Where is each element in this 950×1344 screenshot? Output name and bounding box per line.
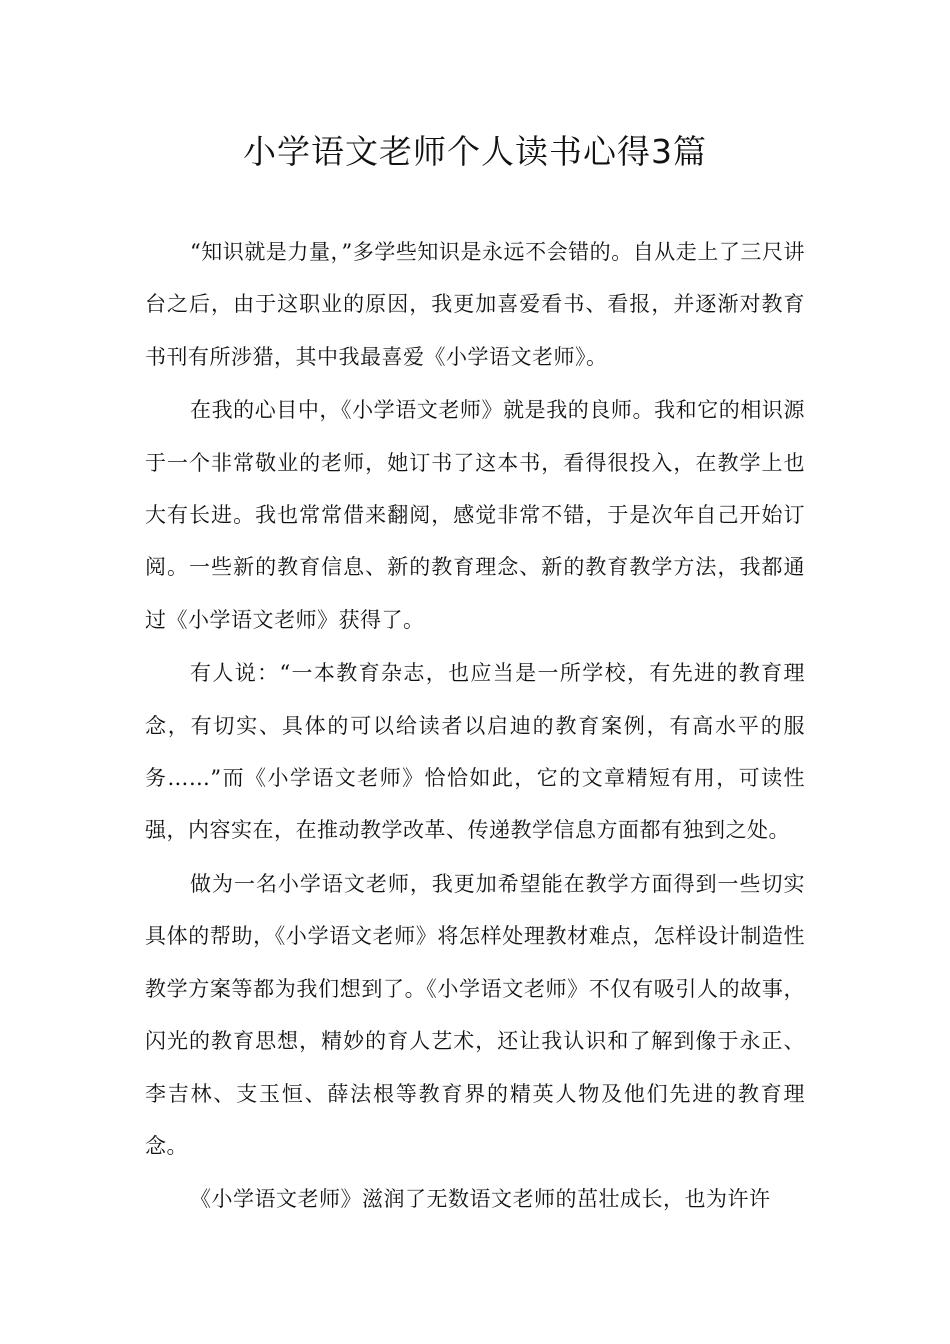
paragraph: 《小学语文老师》滋润了无数语文老师的茁壮成长，也为许许 (190, 1187, 771, 1212)
paragraph: 有人说：“一本教育杂志，也应当是一所学校，有先进的教育理念，有切实、具体的可以给读者以启迪的教育案例，有高水平的服务……”而《小学语文老师》恰恰如此，它的文章精短有用，可读性强，内容实在，在推动教学改革、传递教学信息方面都有独到之处。 (145, 661, 805, 843)
document-title: 小学语文老师个人读书心得3篇 (243, 132, 707, 171)
paragraph: “知识就是力量，”多学些知识是永远不会错的。自从走上了三尺讲台之后，由于这职业的原因，我更加喜爱看书、看报，并逐渐对教育书刊有所涉猎，其中我最喜爱《小学语文老师》。 (145, 240, 805, 369)
document-body (145, 226, 805, 1227)
paragraph: 做为一名小学语文老师，我更加希望能在教学方面得到一些切实具体的帮助，《小学语文老师》将怎样处理教材难点，怎样设计制造性教学方案等都为我们想到了。《小学语文老师》不仅有吸引人的故事，闪光的教育思想，精妙的育人艺术，还让我认识和了解到像于永正、李吉林、支玉恒、薛法根等教育界的精英人物及他们先进的教育理念。 (145, 871, 805, 1158)
paragraph: 在我的心目中，《小学语文老师》就是我的良师。我和它的相识源于一个非常敬业的老师，她订书了这本书，看得很投入，在教学上也大有长进。我也常常借来翻阅，感觉非常不错，于是次年自己开始订阅。一些新的教育信息、新的教育理念、新的教育教学方法，我都通过《小学语文老师》获得了。 (145, 398, 805, 632)
